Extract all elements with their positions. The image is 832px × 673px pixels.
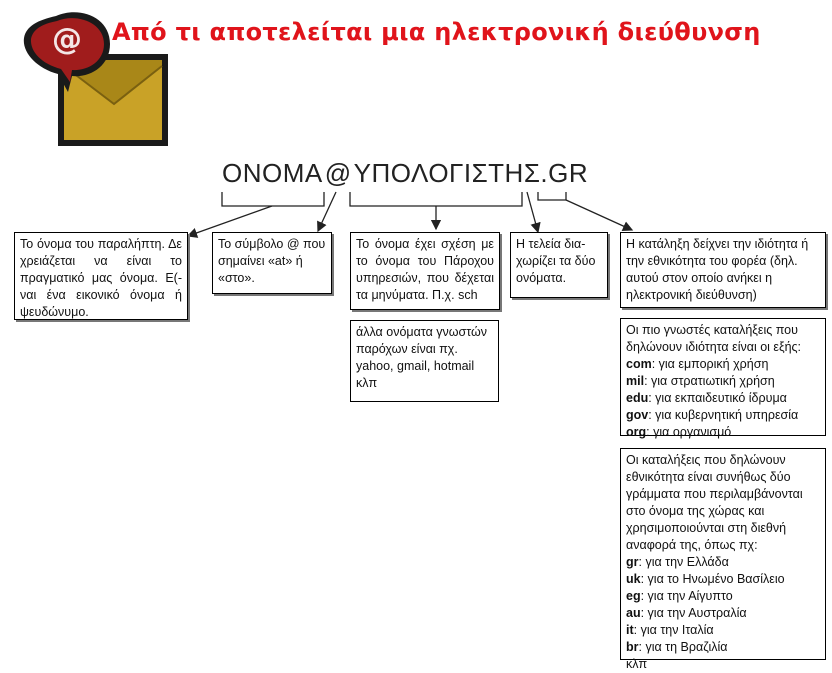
suffix-explanation-box: Η κατάληξη δείχνει την ιδιότητα ή την εθνικότητα του φορέα (δηλ. αυτού στον οποίο ανήκει η ηλεκτρονική διεύθυνση) — [620, 232, 826, 308]
country-suffix-item — [626, 554, 820, 571]
domain-suffix-desc: : για εμπορική χρήση — [651, 357, 769, 371]
provider-examples-box: άλλα ονόματα γνωστών παρόχων είναι πχ. yahoo, gmail, hotmail κλπ — [350, 320, 499, 402]
country-suffix-code: br — [626, 640, 639, 654]
domain-suffix-code: gov — [626, 408, 649, 422]
domain-suffix-intro: Οι πιο γνωστές καταλήξεις που δηλώνουν ιδιότητα είναι οι εξής: — [626, 323, 802, 354]
country-suffix-box — [620, 448, 826, 671]
at-sign-glyph: @ — [52, 22, 82, 57]
dot-explanation-box: Η τελεία δια-χωρίζει τα δύο ονόματα. — [510, 232, 608, 298]
country-suffix-code: uk — [626, 572, 641, 586]
domain-suffix-item — [626, 424, 820, 441]
page-title: Από τι αποτελείται μια ηλεκτρονική διεύθυνση — [112, 18, 761, 46]
domain-suffix-code: org — [626, 425, 647, 439]
country-suffix-item — [626, 571, 820, 588]
country-suffix-item — [626, 605, 820, 622]
email-at-part: @ — [324, 158, 352, 188]
country-suffix-desc: : για το Ηνωμένο Βασίλειο — [640, 572, 785, 586]
domain-suffix-desc: : για οργανισμό — [646, 425, 732, 439]
domain-suffix-list — [626, 356, 820, 441]
domain-suffix-item — [626, 356, 820, 373]
country-suffix-code: au — [626, 606, 641, 620]
email-name-part: ΟΝΟΜΑ — [222, 158, 323, 188]
country-suffix-desc: : για την Αυστραλία — [640, 606, 747, 620]
country-suffix-code: gr — [626, 555, 639, 569]
country-suffix-item — [626, 622, 820, 639]
domain-suffix-item — [626, 390, 820, 407]
domain-suffix-desc: : για εκπαιδευτικό ίδρυμα — [648, 391, 787, 405]
domain-suffix-box — [620, 318, 826, 439]
email-dot-part: . — [540, 158, 549, 188]
country-suffix-desc: : για τη Βραζιλία — [638, 640, 728, 654]
country-suffix-code: eg — [626, 589, 641, 603]
country-suffix-desc: : για την Αίγυπτο — [640, 589, 733, 603]
domain-suffix-desc: : για στρατιωτική χρήση — [644, 374, 775, 388]
country-suffix-desc: : για την Ελλάδα — [638, 555, 729, 569]
country-suffix-list — [626, 554, 820, 656]
country-suffix-intro: Οι καταλήξεις που δηλώνουν εθνικότητα είναι συνήθως δύο γράμματα που περιλαμβάνονται στο όνομα της χώρας και χρησιμοποιούνται στη διεθνή αναφορά της, όπως πχ: — [626, 453, 803, 552]
country-suffix-outro: κλπ — [626, 657, 648, 671]
country-suffix-item — [626, 588, 820, 605]
name-explanation-box: Το όνομα του παραλήπτη. Δε χρειάζεται να είναι το πραγματικό μας όνομα. Ε(-ναι ένα εικονικό όνομα ή ψευδώνυμο. — [14, 232, 188, 320]
email-host-part: ΥΠΟΛΟΓΙΣΤΗΣ — [353, 158, 541, 188]
provider-explanation-box: Το όνομα έχει σχέση με το όνομα του Πάροχου υπηρεσιών, που δέχεται τα μηνύματα. Π.χ. sch — [350, 232, 500, 310]
domain-suffix-desc: : για κυβερνητική υπηρεσία — [648, 408, 799, 422]
domain-suffix-item — [626, 407, 820, 424]
domain-suffix-code: mil — [626, 374, 645, 388]
domain-suffix-code: edu — [626, 391, 649, 405]
country-suffix-desc: : για την Ιταλία — [633, 623, 714, 637]
email-tld-part: GR — [548, 158, 589, 188]
country-suffix-code: it — [626, 623, 634, 637]
domain-suffix-code: com — [626, 357, 652, 371]
country-suffix-item — [626, 639, 820, 656]
domain-suffix-item — [626, 373, 820, 390]
at-explanation-box: Το σύμβολο @ που σημαίνει «at» ή «στο». — [212, 232, 332, 294]
